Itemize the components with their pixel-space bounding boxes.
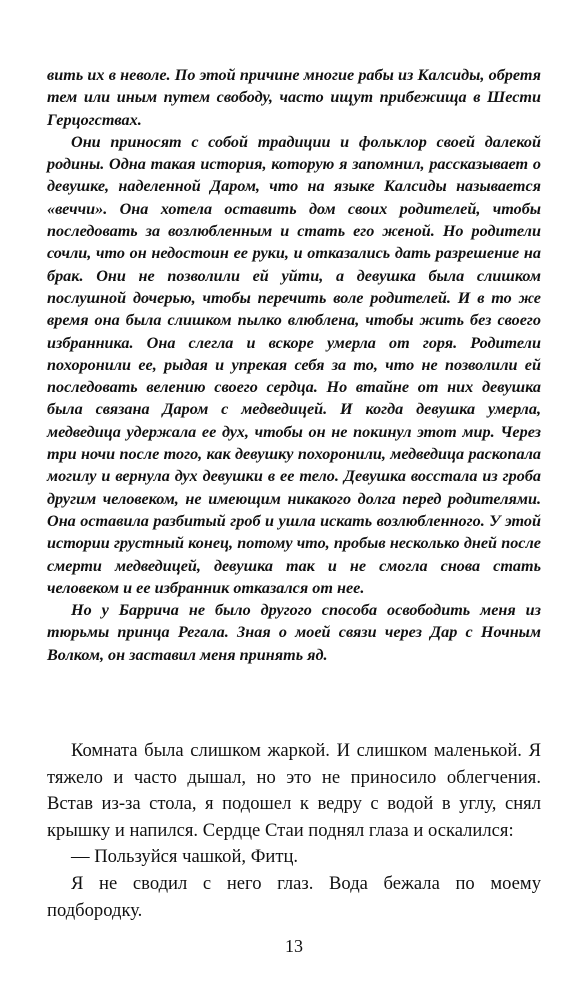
- body-paragraph-2: Я не сводил с него глаз. Вода бежала по моему подбородку.: [47, 872, 541, 921]
- italic-paragraph-1: вить их в неволе. По этой причине многие рабы из Калсиды, обретя тем или иным путем свободу, часто ищут прибежища в Шести Герцогствах.: [47, 66, 541, 129]
- italic-epigraph: [47, 64, 541, 666]
- dialogue-line: — Пользуйся чашкой, Фитц.: [71, 846, 299, 868]
- main-text: [47, 738, 541, 924]
- body-paragraph-1: Комната была слишком жаркой. И слишком маленькой. Я тяжело и часто дышал, но это не приносило облегчения. Встав из-за стола, я подошел к ведру с водой в углу, снял крышку и напился. Сердце Стаи поднял глаза и оскалился:: [47, 740, 541, 841]
- italic-paragraph-2: Они приносят с собой традиции и фольклор своей далекой родины. Одна такая история, которую я запомнил, рассказывает о девушке, наделенной Даром, что на языке Калсиды называется «веччи». Она хотела оставить дом своих родителей, чтобы последовать за возлюбленным и стать его женой. Но родители сочли, что он недостоин ее руки, и отказались дать разрешение на брак. Они не позволили ей уйти, а девушка была слишком послушной дочерью, чтобы перечить воле родителей. И в то же время она была слишком пылко влюблена, чтобы жить без своего избранника. Она слегла и вскоре умерла от горя. Родители похоронили ее, рыдая и упрекая себя за то, что не позволили ей последовать велению своего сердца. Но втайне от них девушка была связана Даром с медведицей. И когда девушка умерла, медведица удержала ее дух, чтобы он не покинул этот мир. Через три ночи после того, как девушку похоронили, медведица раскопала могилу и вернула дух девушки в ее тело. Девушка восстала из гроба другим человеком, не имеющим никакого долга перед родителями. Она оставила разбитый гроб и ушла искать возлюбленного. У этой истории грустный конец, потому что, пробыв несколько дней после смерти медведицей, девушка так и не смогла снова стать человеком и ее избранник отказался от нее.: [47, 132, 541, 597]
- italic-paragraph-3: Но у Баррича не было другого способа освободить меня из тюрьмы принца Регала. Зная о моей связи через Дар с Ночным Волком, он заставил меня принять яд.: [47, 601, 541, 664]
- page-number: 13: [285, 936, 303, 956]
